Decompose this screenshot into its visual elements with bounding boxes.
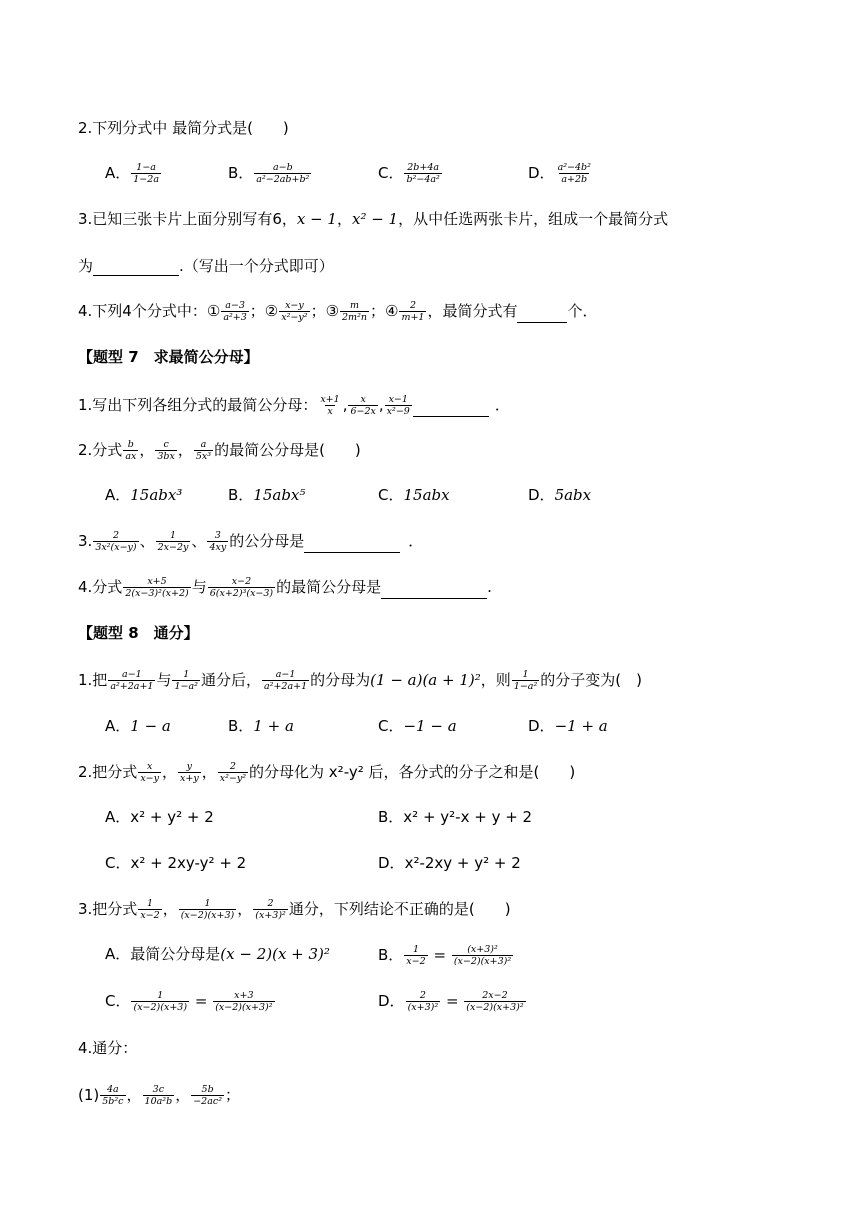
type7-question-2-options (0, 485, 860, 507)
question-2-options (0, 162, 860, 192)
option-c[interactable]: C．x² + 2xy-y² + 2 (105, 854, 247, 872)
option-d[interactable]: D．−1 + a (528, 717, 608, 735)
answer-blank[interactable] (517, 306, 567, 323)
type8-question-3: 3.把分式 $\frac{1}{x-2}$ ， $\frac{1}{(x-2)(x+3)}$ ， $\frac{2}{\text{(x+3)²}}$ 通分，下列结论不正确的是( ) (78, 898, 511, 921)
type8-question-2-options-row1 (0, 807, 860, 829)
option-c[interactable]: C．15abx (378, 486, 450, 504)
option-d[interactable]: D．5abx (528, 486, 592, 504)
option-c[interactable]: C．−1 − a (378, 717, 457, 735)
type8-question-1-options (0, 716, 860, 738)
type7-question-3: 3. $\frac{2}{\text{3x²(x−y)}}$ 、 $\frac{1}{2x-2y}$ 、 $\frac{3}{4xy}$ 的公分母是 ． (78, 530, 424, 553)
type7-question-4: 4.分式 $\frac{x+5}{\text{2(x−3)²(x+2)}}$ 与 $\frac{x-2}{\text{6(x+2)³(x−3)}}$ 的最简公分母是 . (78, 576, 492, 599)
option-d[interactable]: D．x²-2xy + y² + 2 (378, 854, 521, 872)
option-b[interactable]: B．1 + a (228, 717, 294, 735)
type8-question-3-options-row1 (0, 944, 860, 970)
type8-question-2: 2.把分式 $\frac{x}{x-y}$ ， $\frac{y}{x+y}$ ， $\frac{2}{\text{x²−y²}}$ 的分母化为 x²-y² 后，各分式的分子之和是( ) (78, 761, 576, 784)
option-c[interactable]: C． $\frac{1}{(x-2)(x+3)}$ = $\frac{x+3}{\text{(x−2)(x+3)²}}$ (105, 990, 273, 1013)
option-b[interactable]: B．15abx⁵ (228, 486, 306, 504)
answer-blank[interactable] (413, 400, 489, 417)
question-2-stem: 2.下列分式中 最简分式是( ) (78, 119, 289, 137)
answer-blank[interactable] (304, 536, 400, 553)
type7-question-2: 2.分式 $\frac{b}{ax}$ ， $\frac{c}{3bx}$ ， $\frac{a}{\text{5x³}}$ 的最简公分母是( ) (78, 439, 361, 462)
type8-question-1: 1.把 $\frac{a-1}{\text{a²+2a+1}}$ 与 $\frac{1}{\text{1−a²}}$ 通分后， $\frac{a-1}{\text{a²+2a+1}}$ 的分母为(1 − a)(a + 1)²，则 $\frac{1}{\text{1−a²}}$ 的分子变为( ) (78, 669, 642, 692)
option-b[interactable]: B． $\frac{a-b}{\text{a²−2ab+b²}}$ (228, 162, 310, 185)
option-c[interactable]: C． $\frac{2b+4a}{\text{b²−4a²}}$ (378, 162, 440, 185)
type8-question-4: 4.通分： (78, 1039, 138, 1057)
option-b[interactable]: B． $\frac{1}{x-2}$ = $\frac{\text{(x+3)²}}{\text{(x−2)(x+3)²}}$ (378, 944, 512, 967)
question-4: 4.下列4个分式中：① $\frac{a-3}{\text{a²+3}}$ ；② $\frac{x-y}{\text{x²−y²}}$ ；③ $\frac{m}{\text{2m²n}}$ ；④ $\frac{2}{m+1}$ ，最简分式有 个． (78, 300, 598, 323)
answer-blank[interactable] (381, 582, 487, 599)
option-d[interactable]: D． $\frac{2}{\text{(x+3)²}}$ = $\frac{2x-2}{\text{(x−2)(x+3)²}}$ (378, 990, 524, 1013)
section-heading-type8: 【题型 8 通分】 (78, 624, 199, 642)
option-a[interactable]: A．1 − a (105, 717, 171, 735)
type8-question-3-options-row2 (0, 990, 860, 1016)
option-a[interactable]: A．x² + y² + 2 (105, 808, 214, 826)
question-3-line2: 为 .（写出一个分式即可） (78, 257, 334, 275)
section-heading-type7: 【题型 7 求最简公分母】 (78, 348, 259, 366)
answer-blank[interactable] (93, 259, 179, 276)
option-d[interactable]: D． $\frac{\text{a²−4b²}}{a+2b}$ (528, 162, 591, 185)
type8-question-4-part1: (1) $\frac{4a}{\text{5b²c}}$ ， $\frac{3c}{\text{10a²b}}$ ， $\frac{5b}{\text{−2ac²}}$ ； (78, 1084, 241, 1107)
option-a[interactable]: A．最简公分母是(x − 2)(x + 3)² (105, 945, 330, 963)
option-a[interactable]: A． $\frac{1-a}{1-2a}$ (105, 162, 159, 185)
option-a[interactable]: A．15abx³ (105, 486, 183, 504)
question-3-line1: 3.已知三张卡片上面分别写有6，x − 1，x² − 1，从中任选两张卡片，组成一个最简分式 (78, 210, 669, 228)
type7-question-1: 1.写出下列各组分式的最简公分母： $\frac{x+1}{x}$ , $\frac{x}{6-2x}$ , $\frac{x-1}{\text{x²−9}}$ ． (78, 394, 510, 417)
option-b[interactable]: B．x² + y²-x + y + 2 (378, 808, 533, 826)
type8-question-2-options-row2 (0, 853, 860, 875)
